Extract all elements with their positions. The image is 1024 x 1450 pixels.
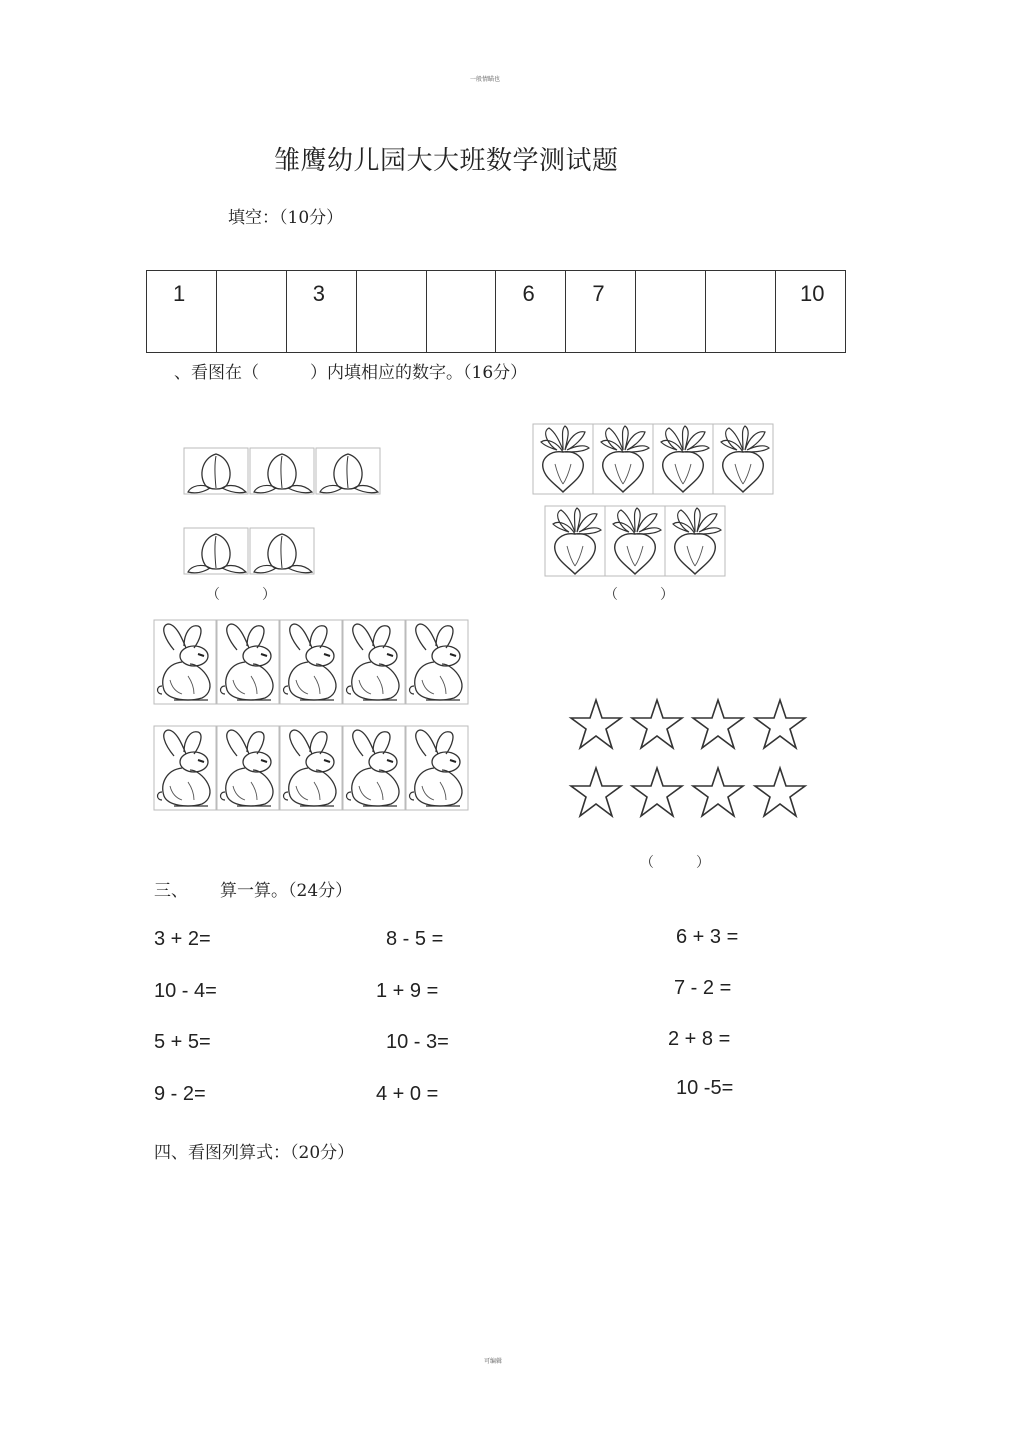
peach-icon	[184, 528, 248, 574]
equation: 6 + 3 =	[676, 926, 739, 948]
number-cell[interactable]: 10	[776, 271, 846, 353]
star-icon	[755, 768, 805, 816]
peach-icon	[250, 528, 314, 574]
rabbit-group	[154, 620, 474, 812]
page-title: 雏鹰幼儿园大大班数学测试题	[274, 146, 619, 176]
rabbit-icon	[154, 620, 216, 704]
star-icon	[632, 700, 682, 748]
section2-label: 、看图在（ ）内填相应的数字。（16分）	[174, 363, 528, 383]
star-group	[570, 698, 820, 828]
equation: 10 - 3=	[386, 1031, 449, 1053]
radish-icon	[545, 506, 605, 576]
equation: 4 + 0 =	[376, 1083, 439, 1105]
peach-icon	[316, 448, 380, 494]
number-cell[interactable]: 7	[566, 271, 636, 353]
answer-paren-radish[interactable]: （ ）	[604, 587, 674, 603]
section4-label: 四、看图列算式：（20分）	[154, 1143, 355, 1163]
radish-group	[533, 424, 778, 580]
number-cell[interactable]	[426, 271, 496, 353]
star-icon	[693, 768, 743, 816]
number-sequence-table	[146, 270, 846, 353]
section3-label: 算一算。（24分）	[220, 881, 353, 901]
equation: 9 - 2=	[154, 1083, 206, 1105]
star-icon	[755, 700, 805, 748]
peach-icon	[184, 448, 248, 494]
answer-paren-peach[interactable]: （ ）	[206, 587, 276, 603]
star-icon	[693, 700, 743, 748]
number-cell[interactable]	[356, 271, 426, 353]
radish-icon	[665, 506, 725, 576]
equation: 7 - 2 =	[674, 977, 732, 999]
equation: 8 - 5 =	[386, 928, 444, 950]
radish-icon	[533, 424, 593, 494]
answer-paren-star[interactable]: （ ）	[640, 855, 710, 871]
section3-number: 三、	[154, 881, 188, 901]
equation: 5 + 5=	[154, 1031, 211, 1053]
number-cell[interactable]	[706, 271, 776, 353]
equation: 10 -5=	[676, 1077, 734, 1099]
star-icon	[632, 768, 682, 816]
rabbit-icon	[280, 620, 342, 704]
star-icon	[571, 700, 621, 748]
rabbit-icon	[343, 726, 405, 810]
radish-icon	[605, 506, 665, 576]
rabbit-icon	[406, 620, 468, 704]
equation: 10 - 4=	[154, 980, 217, 1002]
equation: 1 + 9 =	[376, 980, 439, 1002]
peach-icon	[250, 448, 314, 494]
star-icon	[571, 768, 621, 816]
equation: 3 + 2=	[154, 928, 211, 950]
radish-icon	[593, 424, 653, 494]
rabbit-icon	[280, 726, 342, 810]
number-cell[interactable]	[636, 271, 706, 353]
radish-icon	[653, 424, 713, 494]
rabbit-icon	[154, 726, 216, 810]
rabbit-icon	[343, 620, 405, 704]
peach-group	[184, 448, 384, 578]
header-note: 一般情瞄也	[470, 76, 501, 83]
equation: 2 + 8 =	[668, 1028, 731, 1050]
rabbit-icon	[217, 620, 279, 704]
rabbit-icon	[406, 726, 468, 810]
number-cell[interactable]: 3	[286, 271, 356, 353]
number-cell[interactable]	[216, 271, 286, 353]
rabbit-icon	[217, 726, 279, 810]
radish-icon	[713, 424, 773, 494]
section1-label: 填空：（10分）	[228, 208, 344, 228]
number-cell[interactable]: 6	[496, 271, 566, 353]
footer-note: 可编辑	[484, 1358, 503, 1365]
number-cell[interactable]: 1	[147, 271, 217, 353]
